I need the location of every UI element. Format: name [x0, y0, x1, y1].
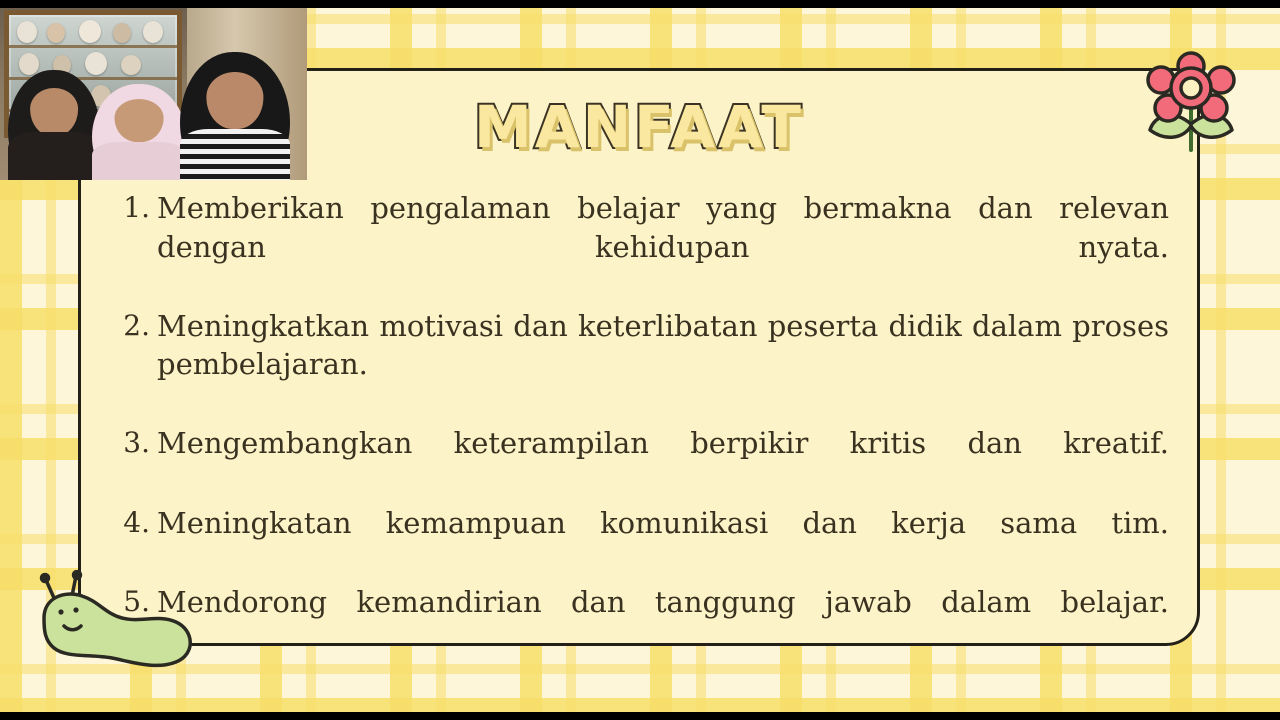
list-item-text: Memberikan pengalaman belajar yang bermakna dan relevan dengan kehidupan nyata. — [157, 191, 1169, 264]
list-item — [111, 424, 1169, 501]
caterpillar-icon — [36, 570, 216, 674]
list-item-text: Mendorong kemandirian dan tanggung jawab dalam belajar. — [157, 584, 1169, 619]
list-item-text: Meningkatkan motivasi dan keterlibatan peserta didik dalam proses pembelajaran. — [157, 308, 1169, 382]
list-item-number: 2. — [123, 308, 150, 342]
list-item — [111, 504, 1169, 581]
participant-3 — [180, 52, 290, 180]
participant-2 — [92, 84, 186, 180]
participant-1 — [8, 70, 100, 180]
list-item-number: 1. — [123, 191, 150, 224]
letterbox-top-bar — [0, 0, 1280, 8]
slide-title: MANFAAT — [474, 93, 804, 161]
list-item — [111, 189, 1169, 305]
list-item-number: 4. — [123, 505, 150, 539]
participant-video-thumbnail[interactable] — [0, 8, 307, 180]
list-item-text: Meningkatan kemampuan komunikasi dan kerja sama tim. — [157, 505, 1169, 540]
letterbox-bottom-bar — [0, 712, 1280, 720]
list-item — [111, 307, 1169, 423]
list-item — [111, 583, 1169, 660]
list-item-number: 3. — [123, 426, 150, 460]
list-item-text: Mengembangkan keterampilan berpikir kritis dan kreatif. — [157, 426, 1169, 461]
benefits-list — [111, 189, 1169, 662]
list-item-number: 5. — [123, 584, 150, 618]
flower-icon — [1128, 46, 1254, 172]
